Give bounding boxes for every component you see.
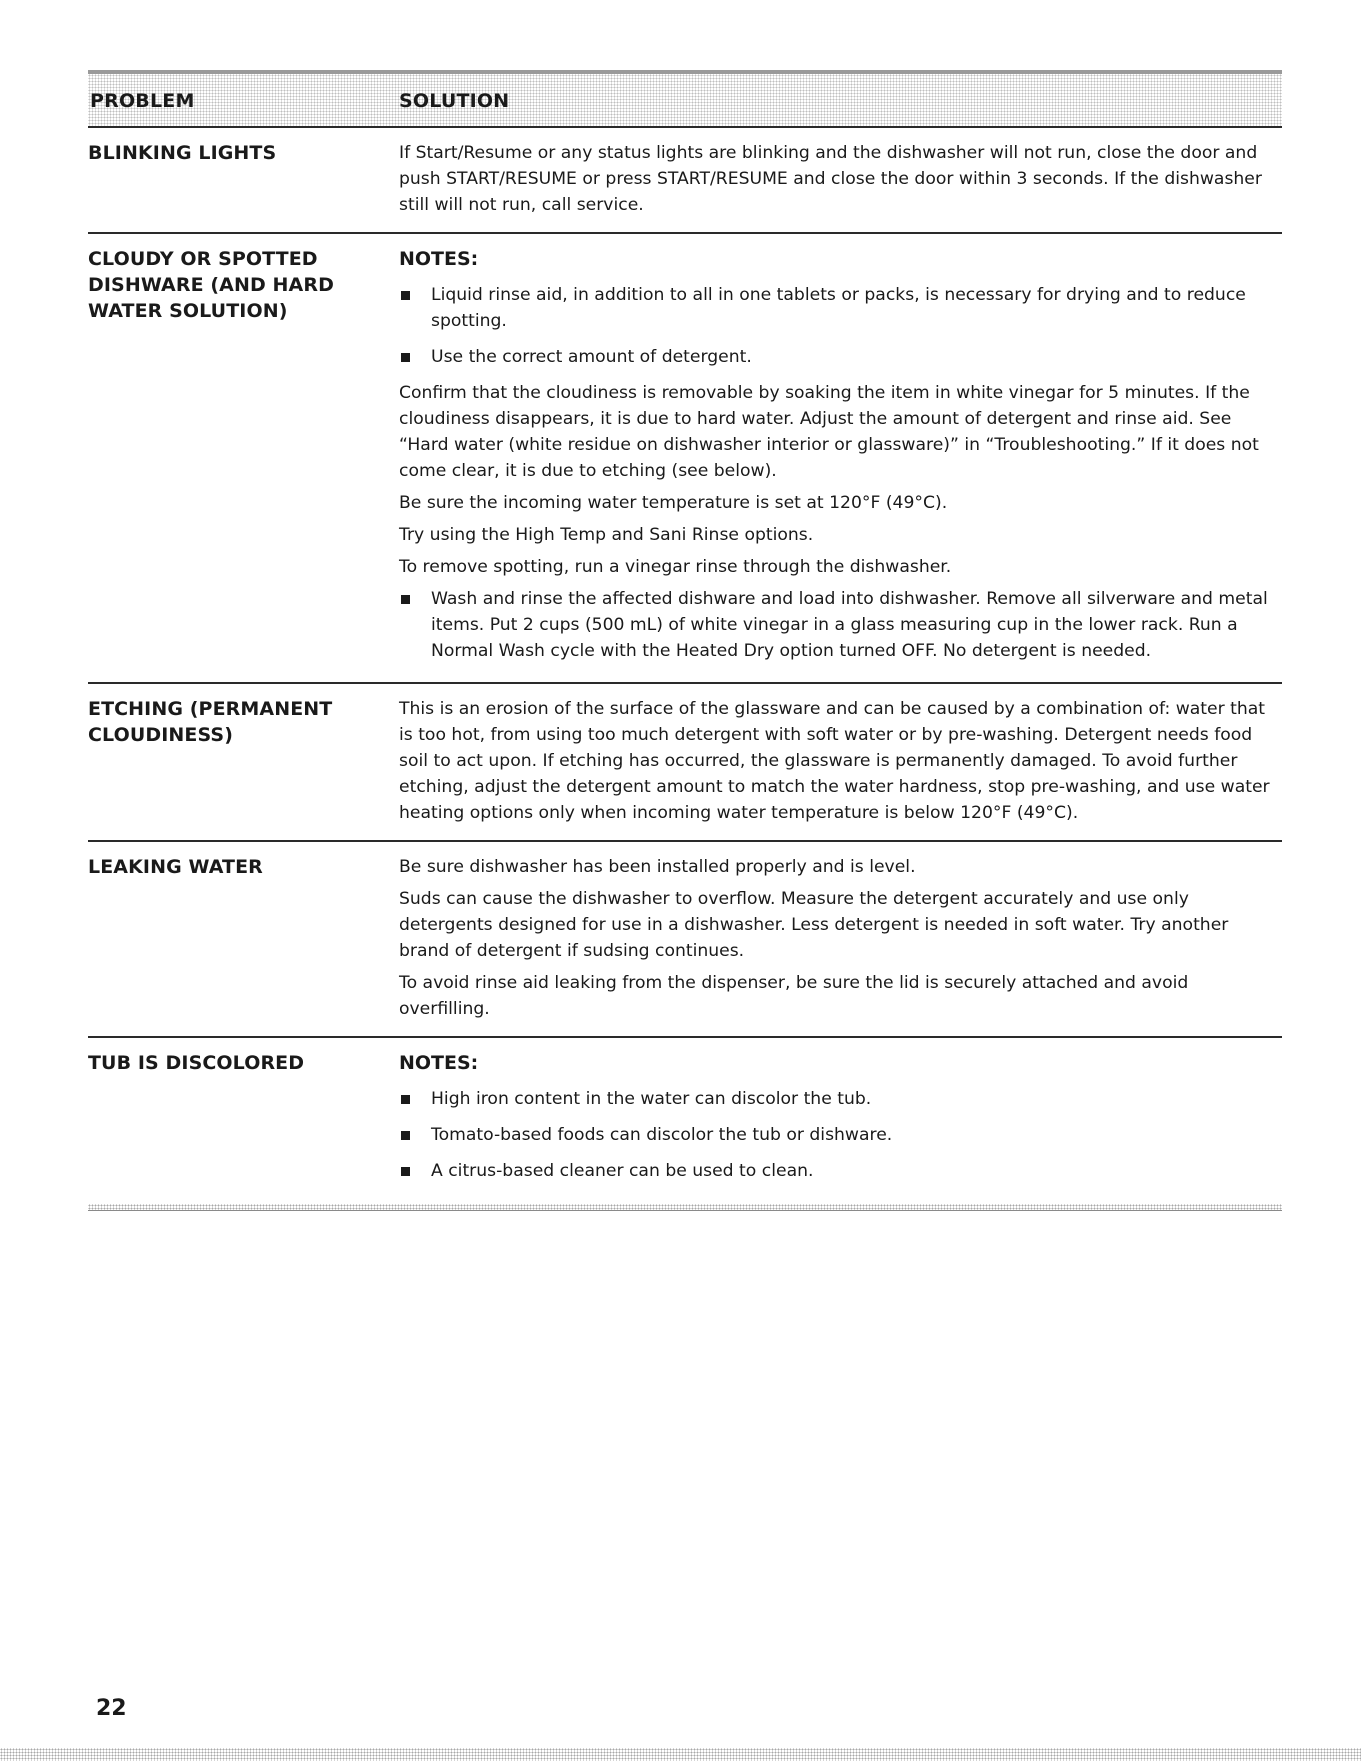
square-bullet-icon [399, 344, 431, 370]
list-item [399, 586, 1282, 664]
solution-leaking-water [399, 854, 1282, 1028]
solution-blinking-lights [399, 140, 1282, 224]
solution-paragraph: Try using the High Temp and Sani Rinse options. [399, 525, 814, 545]
list-item [399, 1122, 1282, 1148]
note-text: Tomato-based foods can discolor the tub or dishware. [431, 1125, 893, 1145]
problem-blinking-lights: BLINKING LIGHTS [88, 142, 277, 164]
note-text: Liquid rinse aid, in addition to all in one tablets or packs, is necessary for drying and to reduce spotting. [431, 285, 1246, 331]
table-row [88, 234, 1282, 684]
header-problem: PROBLEM [90, 90, 195, 112]
square-bullet-icon [399, 1086, 431, 1112]
problem-etching: ETCHING (PERMANENT CLOUDINESS) [88, 698, 333, 746]
table-row [88, 1038, 1282, 1202]
problem-tub-discolored: TUB IS DISCOLORED [88, 1052, 305, 1074]
list-item [399, 344, 1282, 370]
solution-paragraph: To avoid rinse aid leaking from the dispenser, be sure the lid is securely attached and avoid overfilling. [399, 973, 1189, 1019]
table-row [88, 842, 1282, 1038]
troubleshooting-table [88, 70, 1282, 1211]
table-footer-rule [88, 1204, 1282, 1211]
solution-etching [399, 696, 1282, 832]
solution-paragraph: Suds can cause the dishwasher to overflow. Measure the detergent accurately and use only detergents designed for use in a dishwasher. Less detergent is needed in soft water. Try another brand of detergent if sudsing continues. [399, 889, 1229, 961]
note-text: High iron content in the water can discolor the tub. [431, 1089, 872, 1109]
table-header [88, 70, 1282, 128]
square-bullet-icon [399, 586, 431, 664]
solution-paragraph: Be sure the incoming water temperature is set at 120°F (49°C). [399, 493, 948, 513]
square-bullet-icon [399, 1122, 431, 1148]
header-solution: SOLUTION [399, 90, 510, 112]
solution-paragraph: To remove spotting, run a vinegar rinse through the dishwasher. [399, 557, 952, 577]
page-bottom-band [0, 1748, 1361, 1761]
note-text: Use the correct amount of detergent. [431, 347, 752, 367]
page-number: 22 [96, 1696, 127, 1721]
table-row [88, 684, 1282, 842]
notes-label: NOTES: [399, 248, 479, 270]
note-text: A citrus-based cleaner can be used to clean. [431, 1161, 814, 1181]
solution-paragraph: Be sure dishwasher has been installed properly and is level. [399, 857, 916, 877]
list-item [399, 1158, 1282, 1184]
square-bullet-icon [399, 282, 431, 334]
table-row [88, 128, 1282, 234]
list-item [399, 282, 1282, 334]
solution-paragraph: This is an erosion of the surface of the glassware and can be caused by a combination of: water that is too hot, from using too much detergent with soft water or by pre-washing. Detergent needs food soil to act upon. If etching has occurred, the glassware is permanently damaged. To avoid further etching, adjust the detergent amount to match the water hardness, stop pre-washing, and use water heating options only when incoming water temperature is below 120°F (49°C). [399, 699, 1270, 823]
notes-label: NOTES: [399, 1052, 479, 1074]
solution-cloudy-dishware [399, 246, 1282, 674]
solution-paragraph: Confirm that the cloudiness is removable by soaking the item in white vinegar for 5 minutes. If the cloudiness disappears, it is due to hard water. Adjust the amount of detergent and rinse aid. See “Hard water (white residue on dishwasher interior or glassware)” in “Troubleshooting.” If it does not come clear, it is due to etching (see below). [399, 383, 1259, 481]
problem-leaking-water: LEAKING WATER [88, 856, 263, 878]
problem-cloudy-dishware: CLOUDY OR SPOTTED DISHWARE (AND HARD WATER SOLUTION) [88, 248, 334, 322]
vinegar-rinse-steps: Wash and rinse the affected dishware and load into dishwasher. Remove all silverware and metal items. Put 2 cups (500 mL) of white vinegar in a glass measuring cup in the lower rack. Run a Normal Wash cycle with the Heated Dry option turned OFF. No detergent is needed. [431, 589, 1268, 661]
solution-tub-discolored [399, 1050, 1282, 1194]
list-item [399, 1086, 1282, 1112]
solution-paragraph: If Start/Resume or any status lights are blinking and the dishwasher will not run, close the door and push START/RESUME or press START/RESUME and close the door within 3 seconds. If the dishwasher still will not run, call service. [399, 143, 1262, 215]
square-bullet-icon [399, 1158, 431, 1184]
